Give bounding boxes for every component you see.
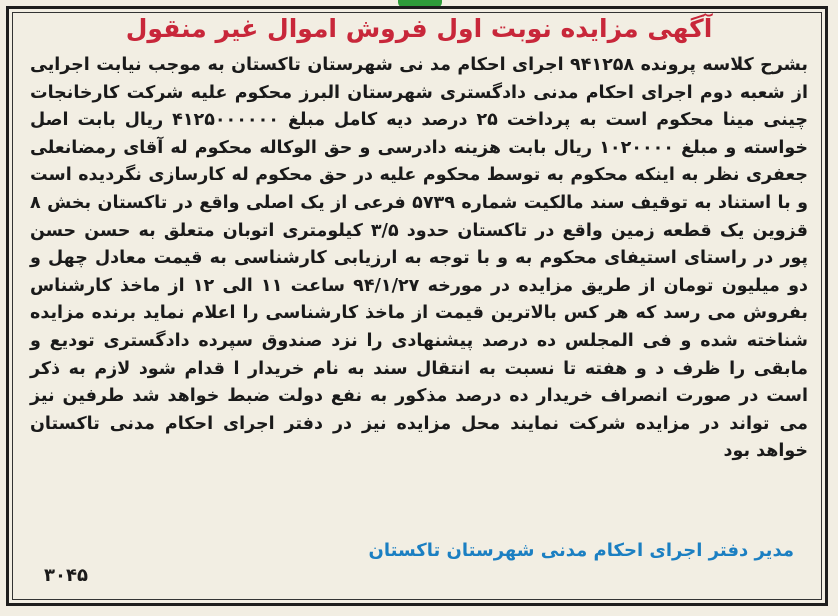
- notice-title: آگهی مزایده نوبت اول فروش اموال غیر منقول: [125, 14, 713, 43]
- notice-code: ۳۰۴۵: [44, 565, 88, 586]
- notice-body: بشرح کلاسه پرونده ۹۴۱۲۵۸ اجرای احکام مد نی شهرستان تاکستان به موجب نیابت اجرایی از شعبه دوم اجرای احکام مدنی دادگستری شهرستان البرز محکوم علیه شرکت کارخانجات چینی مینا محکوم است به پرداخت ۲۵ درصد دیه کامل مبلغ ۴۱۲۵۰۰۰۰۰۰ ریال بابت اصل خواسته و مبلغ ۱۰۲۰۰۰۰ ریال بابت هزینه دادرسی و حق الوکاله محکوم له آقای رمضانعلی جعفری نظر به اینکه محکوم به توسط محکوم علیه در حق محکوم له کارسازی نگردیده است و با استناد به توقیف سند مالکیت شماره ۵۷۳۹ فرعی از یک اصلی واقع در تاکستان بخش ۸ قزوین یک قطعه زمین واقع در تاکستان حدود ۳/۵ کیلومتری اتوبان متعلق به حسن حسن پور در راستای استیفای محکوم به و با توجه به ارزیابی کارشناسی به قیمت معادل چهل و دو میلیون تومان از طریق مزایده در مورخه ۹۴/۱/۲۷ ساعت ۱۱ الی ۱۲ از ماخذ کارشناس بفروش می رسد که هر کس بالاترین قیمت از ماخذ کارشناسی را اعلام نماید برنده مزایده شناخته شده و فی المجلس ده درصد پیشنهادی را نزد صندوق سپرده دادگستری تودیع و مابقی را ظرف د و هفته تا نسبت به انتقال سند به نام خریدار ا قدام شود لازم به ذکر است در صورت انصراف خریدار ده درصد مذکور به نفع دولت ضبط خواهد شد طرفین نیز می تواند در مزایده شرکت نمایند محل مزایده نیز در دفتر اجرای احکام مدنی تاکستان خواهد بود: [30, 55, 809, 462]
- notice-signature: مدیر دفتر اجرای احکام مدنی شهرستان تاکستان: [368, 540, 794, 561]
